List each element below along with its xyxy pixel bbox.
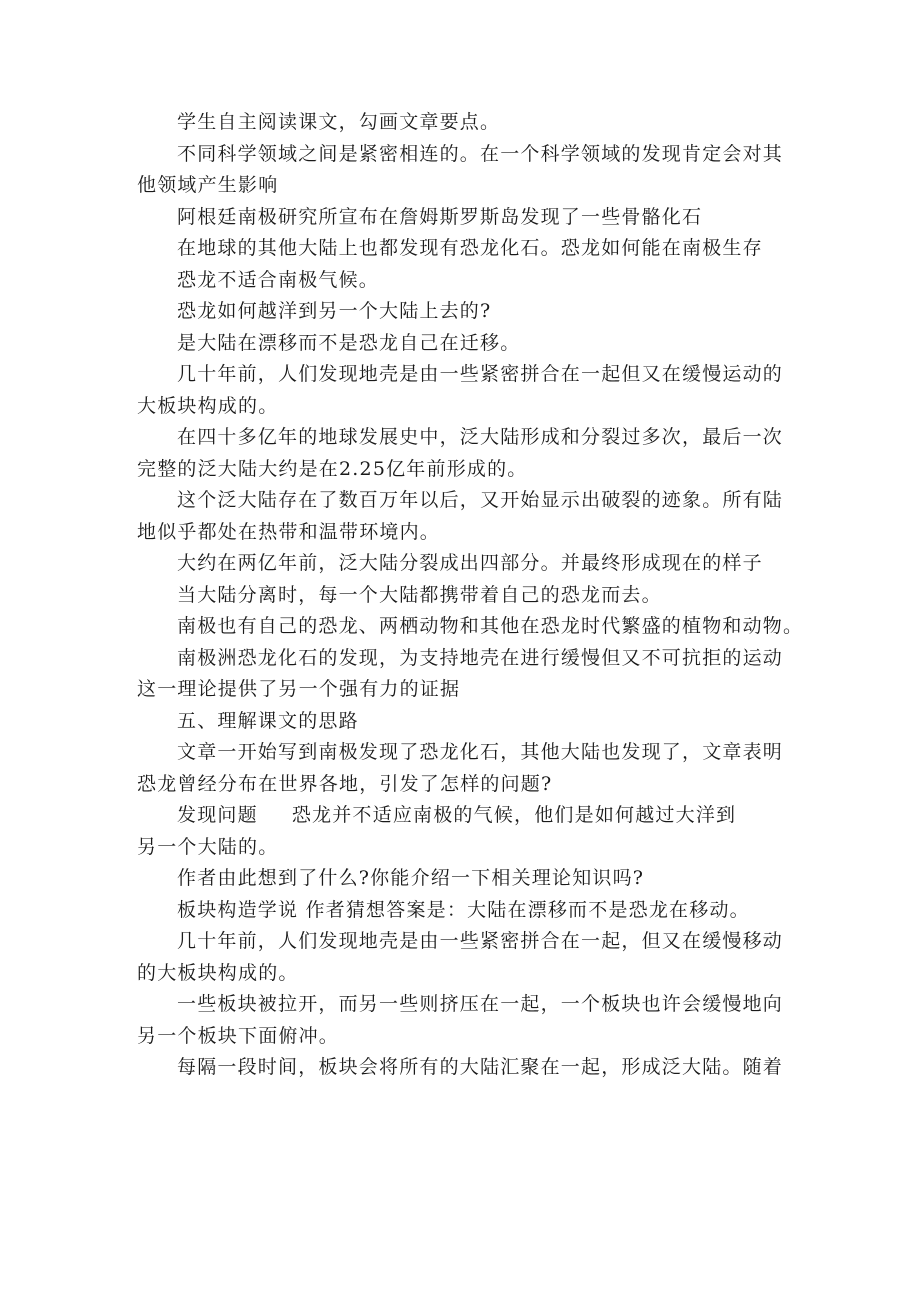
text-line: 学生自主阅读课文，勾画文章要点。	[177, 111, 501, 133]
text-line: 在地球的其他大陆上也都发现有恐龙化石。恐龙如何能在南极生存	[177, 237, 763, 259]
text-line: 板块构造学说 作者猜想答案是：大陆在漂移而不是恐龙在移动。	[177, 898, 750, 921]
document-body	[137, 111, 804, 1090]
inline-label: 发现问题	[177, 804, 258, 826]
text-line: 的大板块构成的。	[137, 961, 299, 984]
text-line: 恐龙曾经分布在世界各地，引发了怎样的问题?	[137, 772, 553, 795]
text-line: 一些板块被拉开，而另一些则挤压在一起，一个板块也许会缓慢地向	[177, 993, 784, 1015]
text-line: 在四十多亿年的地球发展史中，泛大陆形成和分裂过多次，最后一次	[177, 426, 784, 448]
text-line	[137, 806, 797, 838]
text-line: 当大陆分离时，每一个大陆都携带着自己的恐龙而去。	[177, 583, 662, 606]
text-line: 恐龙不适合南极气候。	[177, 268, 380, 291]
text-line: 阿根廷南极研究所宣布在詹姆斯罗斯岛发现了一些骨骼化石	[177, 205, 703, 228]
text-line: 地似乎都处在热带和温带环境内。	[137, 520, 441, 543]
text-line: 完整的泛大陆大约是在2.25亿年前形成的。	[137, 457, 528, 480]
text-line: 是大陆在漂移而不是恐龙自己在迁移。	[177, 331, 521, 354]
text-line: 另一个板块下面俯冲。	[137, 1024, 340, 1047]
text-line: 另一个大陆的。	[137, 835, 279, 858]
text-line: 几十年前，人们发现地壳是由一些紧密拼合在一起但又在缓慢运动的	[177, 363, 784, 385]
text-line: 这个泛大陆存在了数百万年以后，又开始显示出破裂的迹象。所有陆	[177, 489, 784, 511]
text-line: 几十年前，人们发现地壳是由一些紧密拼合在一起，但又在缓慢移动	[177, 930, 784, 952]
text-line: 五、理解课文的思路	[177, 709, 359, 732]
text-line: 恐龙如何越洋到另一个大陆上去的?	[177, 300, 492, 322]
text-line: 大约在两亿年前，泛大陆分裂成出四部分。并最终形成现在的样子	[177, 552, 763, 574]
text-line: 作者由此想到了什么?你能介绍一下相关理论知识吗?	[177, 867, 645, 889]
text-line: 这一理论提供了另一个强有力的证据	[137, 678, 461, 700]
text-line: 不同科学领域之间是紧密相连的。在一个科学领域的发现肯定会对其	[177, 142, 784, 165]
text-line: 大板块构成的。	[137, 394, 279, 417]
text-line: 每隔一段时间，板块会将所有的大陆汇聚在一起，形成泛大陆。随着	[177, 1056, 784, 1078]
text-line: 他领域产生影响	[137, 174, 279, 196]
text-line: 南极洲恐龙化石的发现，为支持地壳在进行缓慢但又不可抗拒的运动	[177, 646, 784, 669]
line-text: 恐龙并不适应南极的气候，他们是如何越过大洋到	[291, 804, 737, 826]
text-line: 南极也有自己的恐龙、两栖动物和其他在恐龙时代繁盛的植物和动物。	[177, 615, 804, 637]
text-line: 文章一开始写到南极发现了恐龙化石，其他大陆也发现了，文章表明	[177, 741, 784, 763]
